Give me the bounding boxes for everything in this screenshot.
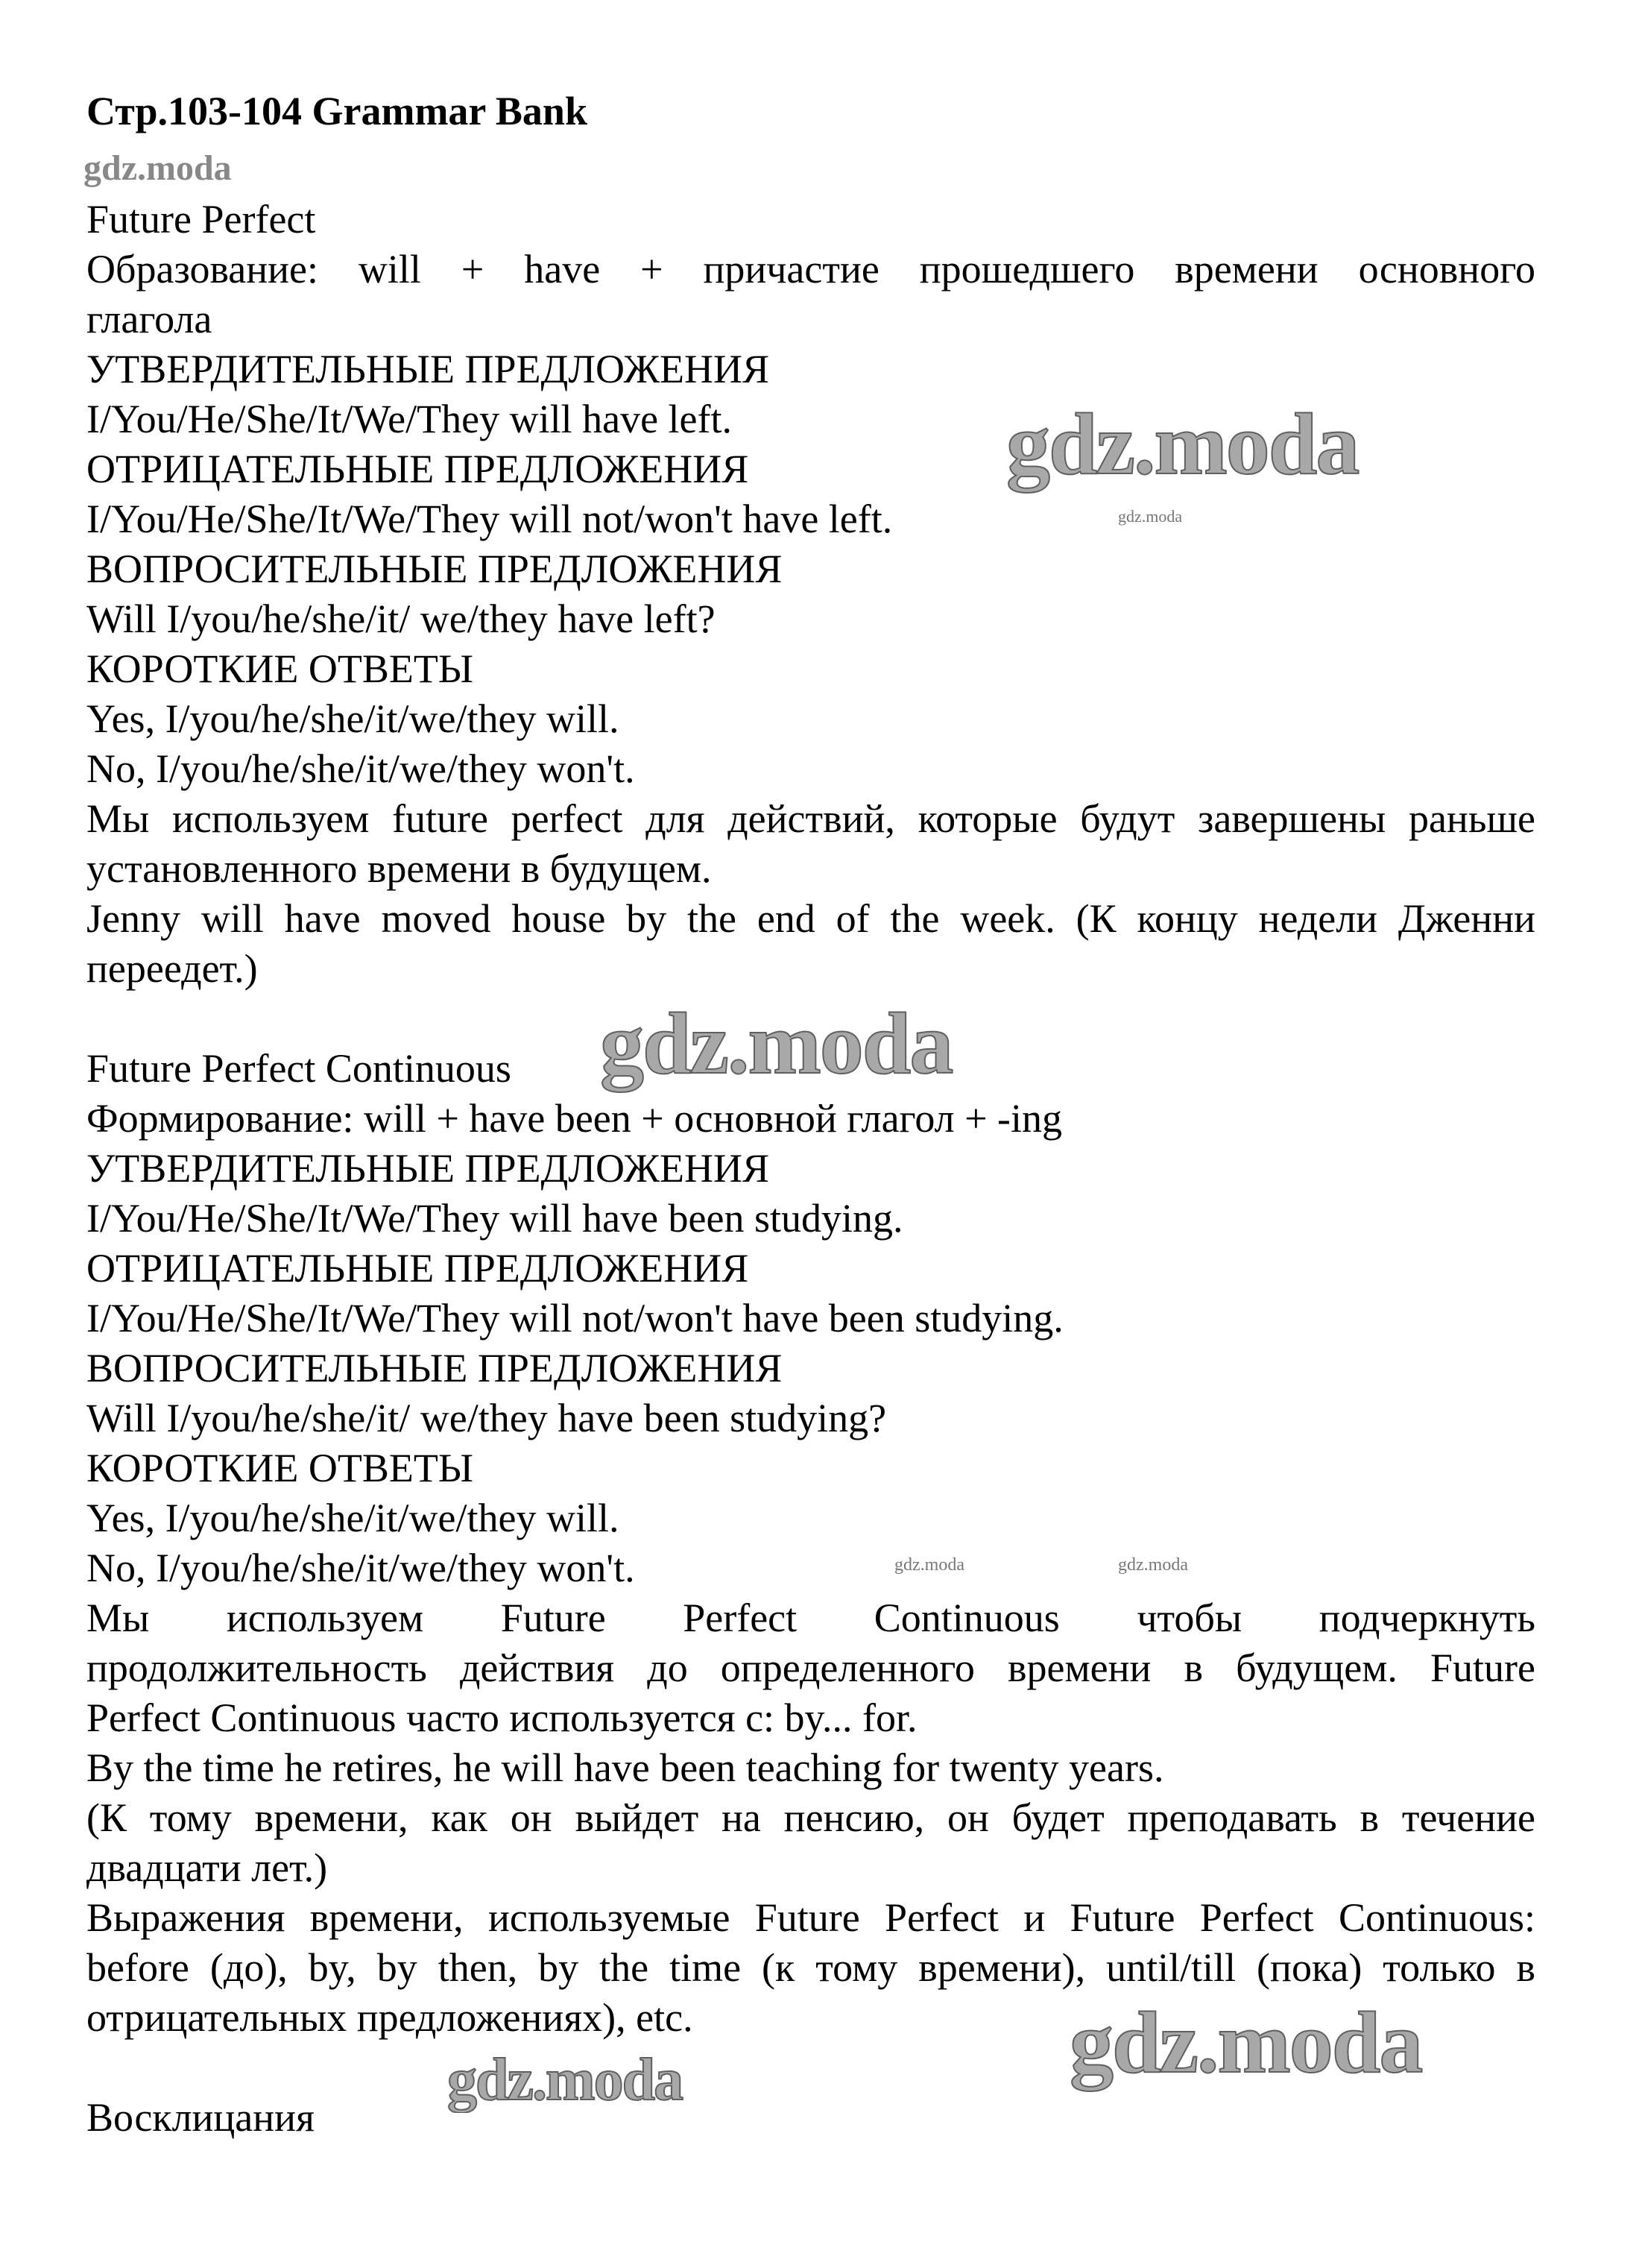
watermark-tiny: gdz.moda [1118,1555,1188,1575]
translation-line: двадцати лет.) [86,1845,328,1890]
negative-example: I/You/He/She/It/We/They will not/won't have been studying. [86,1296,1064,1341]
time-expressions-line: отрицательных предложениях), etc. [86,1995,693,2040]
section-heading-future-perfect-continuous: Future Perfect Continuous [86,1046,511,1091]
usage-line: установленного времени в будущем. [86,846,712,891]
usage-line: продолжительность действия до определенного времени в будущем. Future [86,1645,1535,1690]
affirmative-label: УТВЕРДИТЕЛЬНЫЕ ПРЕДЛОЖЕНИЯ [86,1146,769,1191]
formation-line: глагола [86,297,212,341]
question-label: ВОПРОСИТЕЛЬНЫЕ ПРЕДЛОЖЕНИЯ [86,546,783,591]
example-line: By the time he retires, he will have been teaching for twenty years. [86,1745,1164,1790]
short-answer-yes: Yes, I/you/he/she/it/we/they will. [86,696,619,741]
negative-example: I/You/He/She/It/We/They will not/won't have left. [86,497,893,541]
time-expressions-line: Выражения времени, используемые Future Perfect и Future Perfect Continuous: [86,1895,1535,1940]
time-expressions-line: before (до), by, by then, by the time (к тому времени), until/till (пока) только в [86,1945,1535,1990]
example-line: Jenny will have moved house by the end of the week. (К концу недели Дженни [86,896,1535,941]
question-example: Will I/you/he/she/it/ we/they have been studying? [86,1396,887,1440]
short-answer-no: No, I/you/he/she/it/we/they won't. [86,746,635,791]
watermark-large: gdz.moda [1070,1994,1422,2091]
watermark-tiny: gdz.moda [894,1555,964,1575]
usage-line: Perfect Continuous часто используется с: by... for. [86,1695,918,1740]
affirmative-example: I/You/He/She/It/We/They will have left. [86,397,733,441]
affirmative-example: I/You/He/She/It/We/They will have been studying. [86,1196,903,1241]
watermark-small: gdz.moda [83,148,232,188]
example-line: переедет.) [86,946,258,991]
short-answers-label: КОРОТКИЕ ОТВЕТЫ [86,1446,473,1490]
negative-label: ОТРИЦАТЕЛЬНЫЕ ПРЕДЛОЖЕНИЯ [86,447,749,491]
formation-line: Формирование: will + have been + основной глагол + -ing [86,1096,1063,1141]
page-title: Стр.103-104 Grammar Bank [86,89,587,133]
short-answer-yes: Yes, I/you/he/she/it/we/they will. [86,1496,619,1540]
watermark-medium: gdz.moda [447,2047,683,2113]
usage-line: Мы используем future perfect для действий, которые будут завершены раньше [86,796,1535,841]
translation-line: (К тому времени, как он выйдет на пенсию, он будет преподавать в течение [86,1795,1535,1840]
next-section-heading: Восклицания [86,2095,315,2140]
watermark-large: gdz.moda [1006,395,1359,493]
watermark-large: gdz.moda [600,995,953,1092]
watermark-tiny: gdz.moda [1118,507,1183,526]
question-label: ВОПРОСИТЕЛЬНЫЕ ПРЕДЛОЖЕНИЯ [86,1346,783,1390]
affirmative-label: УТВЕРДИТЕЛЬНЫЕ ПРЕДЛОЖЕНИЯ [86,347,769,391]
usage-line: Мы используем Future Perfect Continuous чтобы подчеркнуть [86,1596,1535,1640]
formation-line: Образование: will + have + причастие прошедшего времени основного [86,247,1535,292]
negative-label: ОТРИЦАТЕЛЬНЫЕ ПРЕДЛОЖЕНИЯ [86,1246,749,1291]
short-answers-label: КОРОТКИЕ ОТВЕТЫ [86,646,473,691]
question-example: Will I/you/he/she/it/ we/they have left? [86,596,716,641]
section-heading-future-perfect: Future Perfect [86,197,316,242]
short-answer-no: No, I/you/he/she/it/we/they won't. [86,1546,635,1590]
